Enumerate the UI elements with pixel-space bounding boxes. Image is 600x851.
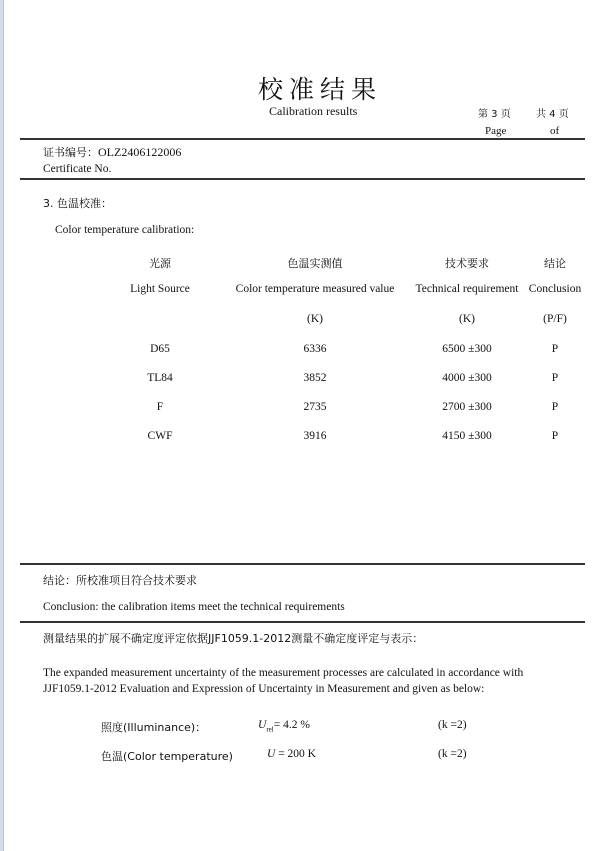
header-light-source-cn: 光源 [149, 257, 171, 270]
page-subtitle: Calibration results [269, 104, 358, 118]
conclusion-cn: 结论：所校准项目符合技术要求 [43, 574, 197, 587]
table-bottom-divider [20, 563, 585, 565]
cell-conclusion: P [551, 372, 559, 384]
header-light-source-en: Light Source [130, 283, 190, 295]
header-measured-en: Color temperature measured value [235, 283, 395, 295]
uncertainty-intro-cn: 测量结果的扩展不确定度评定依据JJF1059.1-2012测量不确定度评定与表示： [43, 632, 424, 645]
unit-conclusion: (P/F) [543, 313, 567, 325]
page-edge [0, 0, 4, 851]
page-label-en: Page [485, 125, 507, 137]
uncertainty-intro-en-line2: JJF1059.1-2012 Evaluation and Expression of Uncertainty in Measurement and given as below: [43, 683, 485, 695]
cell-conclusion: P [551, 430, 559, 442]
cell-requirement: 4000 ±300 [442, 372, 492, 384]
header-divider [20, 138, 585, 140]
conclusion-divider [20, 621, 585, 623]
cell-source: CWF [147, 430, 173, 442]
header-measured-cn: 色温实测值 [287, 257, 343, 270]
cell-source: D65 [150, 343, 170, 355]
cell-measured: 6336 [303, 343, 327, 355]
cell-requirement: 4150 ±300 [442, 430, 492, 442]
uncertainty-symbol: U [267, 748, 276, 760]
section-heading-cn [43, 194, 112, 212]
uncertainty-symbol: U [258, 719, 267, 731]
coverage-factor: (k =2) [438, 748, 467, 760]
cell-source: TL84 [147, 372, 173, 384]
header-conclusion-en: Conclusion [528, 283, 582, 295]
section-heading-en: Color temperature calibration: [55, 224, 195, 236]
cell-conclusion: P [551, 343, 559, 355]
page-total-cn: 共 4 页 [536, 109, 569, 120]
of-label-en: of [550, 125, 560, 137]
certificate-label-en: Certificate No. [43, 163, 112, 175]
cell-requirement: 6500 ±300 [442, 343, 492, 355]
conclusion-en: Conclusion: the calibration items meet the technical requirements [43, 601, 345, 613]
cell-requirement: 2700 ±300 [442, 401, 492, 413]
section-heading-text: 3. 色温校准： [43, 197, 112, 210]
page-title: 校准结果 [258, 75, 383, 104]
cell-conclusion: P [551, 401, 559, 413]
header-requirement-cn: 技术要求 [445, 257, 489, 270]
uncertainty-amount: = 200 K [278, 748, 316, 760]
uncertainty-label: 色温(Color temperature) [101, 750, 233, 763]
unit-measured: (K) [307, 313, 323, 325]
uncertainty-value [267, 748, 316, 760]
certificate-label-cn: 证书编号： [43, 146, 98, 159]
uncertainty-intro-en-line1: The expanded measurement uncertainty of the measurement processes are calculated in accordance with [43, 667, 524, 679]
unit-requirement: (K) [459, 313, 475, 325]
cell-measured: 3916 [303, 430, 327, 442]
cell-measured: 3852 [303, 372, 327, 384]
certificate-number [43, 143, 181, 161]
certificate-divider [20, 178, 585, 180]
header-conclusion-cn: 结论 [544, 257, 566, 270]
cell-source: F [156, 401, 164, 413]
uncertainty-subscript: rel [266, 725, 274, 734]
header-requirement-en: Technical requirement [415, 283, 519, 295]
uncertainty-value [258, 719, 310, 733]
page-number-cn: 第 3 页 [478, 109, 511, 120]
cell-measured: 2735 [303, 401, 327, 413]
coverage-factor: (k =2) [438, 719, 467, 731]
uncertainty-label: 照度(Illuminance)： [101, 721, 207, 734]
certificate-value: OLZ2406122006 [98, 145, 182, 159]
uncertainty-amount: = 4.2 % [273, 719, 310, 731]
